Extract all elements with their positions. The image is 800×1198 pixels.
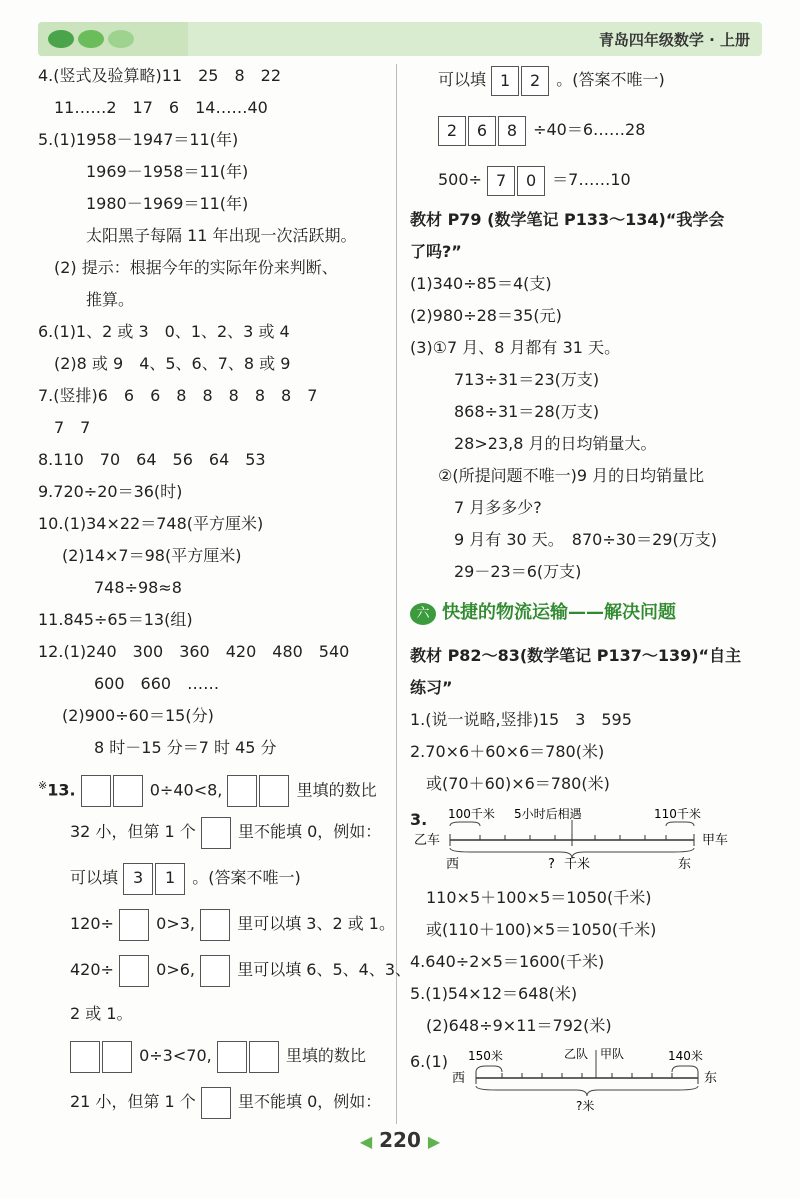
expression-text: 0÷40<8,	[149, 780, 223, 800]
answer-line	[438, 114, 645, 146]
header-decoration	[38, 22, 188, 56]
answer-line: 1969－1958＝11(年)	[86, 162, 249, 181]
left-arrow-icon: ◀	[359, 1132, 373, 1151]
expression-text: 21 小，但第 1 个	[70, 1092, 196, 1111]
answer-line: 11……2 17 6 14……40	[54, 98, 268, 117]
expression-text: 可以填	[70, 868, 119, 887]
star-mark: ※	[38, 779, 48, 792]
answer-line: 11.845÷65＝13(组)	[38, 610, 193, 629]
section-number-icon: 六	[410, 603, 436, 625]
q13-line	[38, 770, 377, 807]
expression-text: 里填的数比	[296, 780, 377, 800]
answer-line: 713÷31＝23(万支)	[454, 370, 600, 389]
team-label: 乙队	[564, 1047, 589, 1061]
expression-text: 。(答案不唯一)	[192, 868, 301, 887]
answer-line: (1)340÷85＝4(支)	[410, 274, 552, 293]
blank-box	[259, 775, 289, 807]
expression-text: 可以填	[438, 70, 487, 89]
question-label: ?米	[576, 1099, 595, 1113]
q13-line	[70, 862, 301, 895]
expression-text: 。(答案不唯一)	[556, 70, 665, 89]
answer-line: (2)14×7＝98(平方厘米)	[62, 546, 242, 565]
brace	[476, 1066, 502, 1072]
answer-box: 2	[521, 66, 549, 96]
expression-text: 里不能填 0，例如：	[238, 1092, 382, 1111]
question-mark: ?	[548, 857, 555, 872]
page-number	[352, 1128, 448, 1152]
direction-label: 东	[678, 857, 692, 872]
brace	[450, 822, 480, 826]
q13-line	[70, 908, 395, 941]
answer-line: (2)900÷60＝15(分)	[62, 706, 214, 725]
q13-line	[70, 1086, 381, 1119]
answer-box: 0	[517, 166, 545, 196]
answer-line	[438, 64, 665, 96]
book-title: 青岛四年级数学 · 上册	[598, 31, 750, 49]
relay-diagram	[446, 1046, 766, 1118]
car-label: 乙车	[414, 833, 441, 848]
expression-text: 里不能填 0，例如：	[238, 822, 382, 841]
right-arrow-icon: ▶	[427, 1132, 441, 1151]
reference-heading: 教材 P82～83(数学笔记 P137～139)“自主	[410, 646, 742, 665]
car-label: 甲车	[702, 833, 729, 848]
expression-text: 0>6,	[156, 960, 195, 979]
answer-line: 110×5＋100×5＝1050(千米)	[426, 888, 652, 907]
answer-line: 1.(说一说略,竖排)15 3 595	[410, 710, 632, 729]
answer-box: 1	[491, 66, 519, 96]
answer-box: 2	[438, 116, 466, 146]
blank-box	[217, 1041, 247, 1073]
answer-line: 8 时－15 分＝7 时 45 分	[94, 738, 277, 757]
brace	[666, 822, 694, 826]
answer-line: 4.640÷2×5＝1600(千米)	[410, 952, 605, 971]
q13-line	[70, 1040, 366, 1073]
blank-box	[201, 1087, 231, 1119]
expression-text: 里可以填 3、2 或 1。	[237, 914, 395, 933]
answer-line: 7 7	[54, 418, 91, 437]
section-heading	[410, 600, 676, 626]
expression-text: 32 小，但第 1 个	[70, 822, 196, 841]
answer-line: 7.(竖排)6 6 6 8 8 8 8 8 7	[38, 386, 318, 405]
distance-label: 100千米	[448, 807, 495, 821]
answer-line: 5.(1)1958－1947＝11(年)	[38, 130, 239, 149]
section-title: 快捷的物流运输——解决问题	[442, 602, 676, 623]
answer-line: 4.(竖式及验算略)11 25 8 22	[38, 66, 282, 85]
answer-line: 29－23＝6(万支)	[454, 562, 582, 581]
expression-text: ＝7……10	[552, 170, 631, 189]
answer-line: 2.70×6＋60×6＝780(米)	[410, 742, 605, 761]
team-label: 甲队	[600, 1047, 625, 1061]
unit-label: 千米	[564, 857, 591, 872]
expression-text: 里填的数比	[285, 1046, 366, 1065]
answer-box: 8	[498, 116, 526, 146]
answer-line: 8.110 70 64 56 64 53	[38, 450, 266, 469]
q13-line	[70, 816, 381, 849]
expression-text: ÷40＝6……28	[533, 120, 646, 139]
expression-text: 420÷	[70, 960, 114, 979]
answer-box: 1	[155, 863, 185, 895]
reference-heading: 了吗?”	[410, 242, 462, 261]
answer-line: 推算。	[86, 290, 135, 309]
blank-box	[201, 817, 231, 849]
green-dot-icon	[78, 30, 104, 48]
answer-line: 1980－1969＝11(年)	[86, 194, 249, 213]
answer-line: 868÷31＝28(万支)	[454, 402, 600, 421]
expression-text: 里可以填 6、5、4、3、	[237, 960, 411, 979]
distance-label: 140米	[668, 1049, 703, 1063]
brace	[672, 1066, 698, 1072]
answer-box: 7	[487, 166, 515, 196]
distance-label: 110千米	[654, 807, 701, 821]
answer-line: 或(110＋100)×5＝1050(千米)	[426, 920, 657, 939]
expression-text: 120÷	[70, 914, 114, 933]
direction-label: 西	[446, 857, 460, 872]
green-dot-icon	[108, 30, 134, 48]
answer-line: (2)980÷28＝35(元)	[410, 306, 562, 325]
blank-box	[81, 775, 111, 807]
blank-box	[70, 1041, 100, 1073]
question-number: 3.	[410, 810, 428, 829]
answer-line: 或(70＋60)×6＝780(米)	[426, 774, 610, 793]
blank-box	[102, 1041, 132, 1073]
distance-label: 150米	[468, 1049, 503, 1063]
blank-box	[249, 1041, 279, 1073]
answer-line: 2 或 1。	[70, 1004, 133, 1023]
page-number-text: 220	[379, 1128, 421, 1152]
green-dot-icon	[48, 30, 74, 48]
answer-line: 28>23,8 月的日均销量大。	[454, 434, 657, 453]
answer-line: 太阳黑子每隔 11 年出现一次活跃期。	[86, 226, 357, 245]
expression-text: 0>3,	[156, 914, 195, 933]
expression-text: 0÷3<70,	[139, 1046, 212, 1065]
answer-line: 9 月有 30 天。 870÷30＝29(万支)	[454, 530, 717, 549]
answer-line: 7 月多多少?	[454, 498, 542, 517]
question-number: 13.	[47, 780, 76, 800]
answer-box: 3	[123, 863, 153, 895]
header-bar	[38, 22, 762, 56]
answer-box: 6	[468, 116, 496, 146]
answer-line: 10.(1)34×22＝748(平方厘米)	[38, 514, 264, 533]
blank-box	[119, 955, 149, 987]
blank-box	[227, 775, 257, 807]
q13-line	[70, 954, 411, 987]
direction-label: 西	[452, 1071, 466, 1086]
answer-line: 6.(1)1、2 或 3 0、1、2、3 或 4	[38, 322, 290, 341]
meeting-label: 5小时后相遇	[514, 807, 582, 821]
total-brace	[476, 1086, 698, 1096]
answer-line: (2)8 或 9 4、5、6、7、8 或 9	[54, 354, 291, 373]
blank-box	[200, 909, 230, 941]
answer-line: 5.(1)54×12＝648(米)	[410, 984, 578, 1003]
blank-box	[200, 955, 230, 987]
blank-box	[113, 775, 143, 807]
blank-box	[119, 909, 149, 941]
answer-line: (2)648÷9×11＝792(米)	[426, 1016, 612, 1035]
answer-line: 12.(1)240 300 360 420 480 540	[38, 642, 350, 661]
reference-heading: 教材 P79 (数学笔记 P133～134)“我学会	[410, 210, 725, 229]
answer-line: ②(所提问题不唯一)9 月的日均销量比	[438, 466, 705, 485]
answer-line	[438, 164, 631, 196]
question-number: 6.(1)	[410, 1052, 448, 1071]
direction-label: 东	[704, 1071, 718, 1086]
answer-line: (3)①7 月、8 月都有 31 天。	[410, 338, 621, 357]
answer-line: (2) 提示：根据今年的实际年份来判断、	[54, 258, 338, 277]
meeting-diagram	[410, 804, 760, 884]
expression-text: 500÷	[438, 170, 482, 189]
answer-line: 600 660 ……	[94, 674, 220, 693]
reference-heading: 练习”	[410, 678, 453, 697]
answer-line: 748÷98≈8	[94, 578, 182, 597]
answer-line: 9.720÷20＝36(时)	[38, 482, 183, 501]
